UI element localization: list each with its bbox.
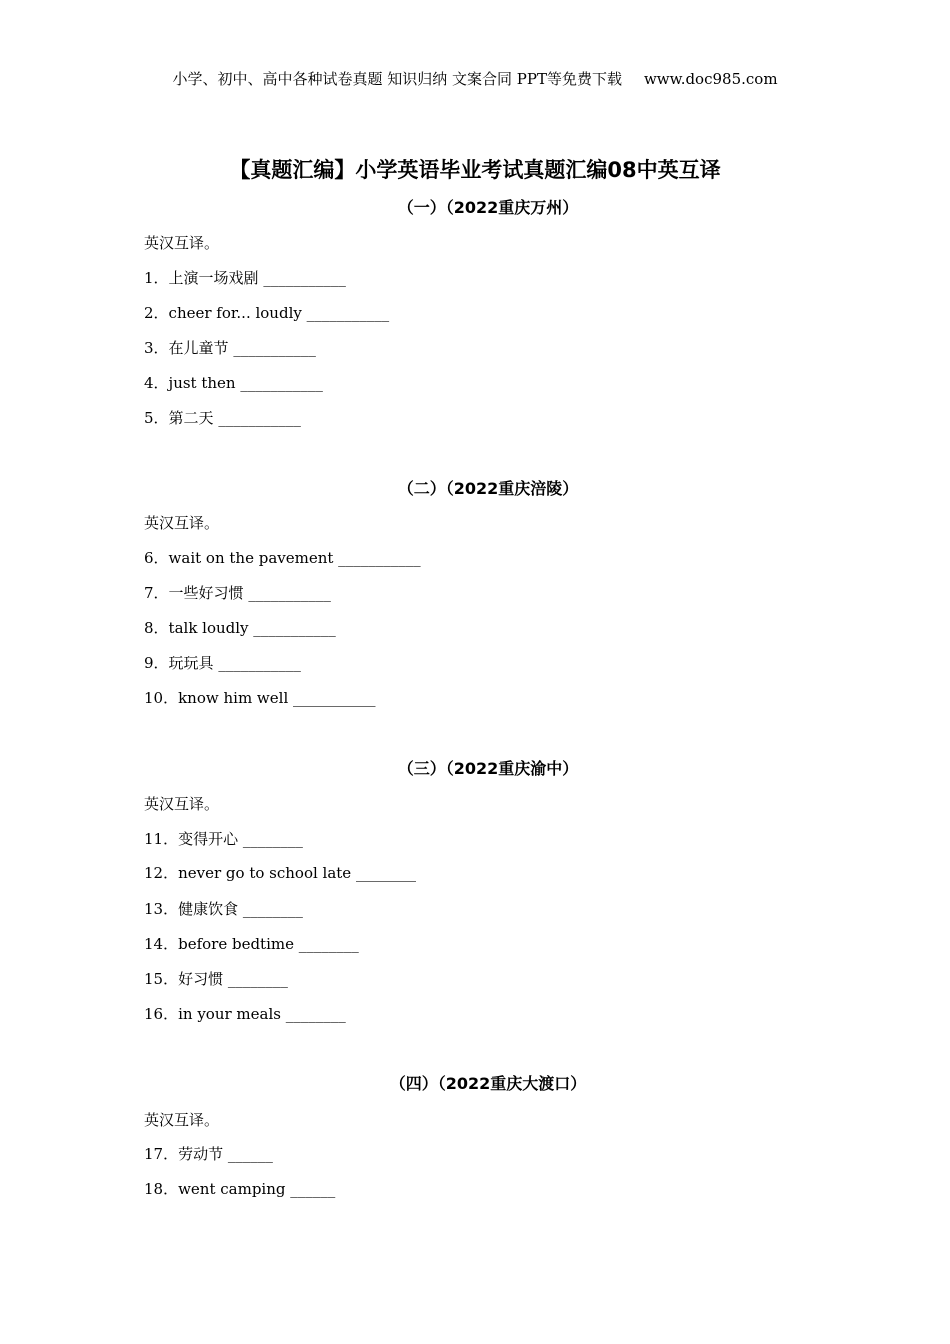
question-number: 15．	[144, 970, 179, 988]
question-number: 1．	[144, 269, 169, 287]
question-number: 13．	[144, 900, 179, 918]
question-item	[144, 898, 303, 919]
document-title: 【真题汇编】小学英语毕业考试真题汇编08中英互译	[229, 158, 721, 182]
question-text: before bedtime ________	[178, 935, 359, 953]
question-item	[144, 1143, 273, 1164]
question-text: talk loudly ___________	[168, 619, 336, 637]
question-number: 6．	[144, 549, 169, 567]
page-header	[0, 68, 950, 89]
question-number: 3．	[144, 339, 169, 357]
question-text: 一些好习惯 ___________	[168, 584, 331, 602]
question-number: 2．	[144, 304, 169, 322]
section-heading: （四）（2022重庆大渡口）	[389, 1074, 587, 1093]
question-item	[144, 617, 336, 638]
question-text: 玩玩具 ___________	[168, 654, 301, 672]
header-text: 小学、初中、高中各种试卷真题 知识归纳 文案合同 PPT等免费下载	[172, 70, 622, 88]
section-instruction: 英汉互译。	[144, 514, 220, 532]
question-number: 5．	[144, 409, 169, 427]
question-number: 17．	[144, 1145, 179, 1163]
question-item	[144, 372, 323, 393]
section-heading: （三）（2022重庆渝中）	[397, 759, 579, 778]
header-site-url[interactable]: www.doc985.com	[643, 70, 778, 88]
question-number: 16．	[144, 1005, 179, 1023]
question-text: 第二天 ___________	[168, 409, 301, 427]
question-item	[144, 582, 331, 603]
question-text: cheer for... loudly ___________	[168, 304, 390, 322]
question-text: in your meals ________	[178, 1005, 346, 1023]
section-instruction: 英汉互译。	[144, 234, 220, 252]
question-number: 4．	[144, 374, 169, 392]
question-number: 18．	[144, 1180, 179, 1198]
section-instruction: 英汉互译。	[144, 1111, 220, 1129]
question-item	[144, 337, 316, 358]
question-text: 上演一场戏剧 ___________	[168, 269, 346, 287]
question-text: 劳动节 ______	[178, 1145, 273, 1163]
question-item	[144, 862, 416, 883]
question-item	[144, 652, 301, 673]
question-item	[144, 302, 389, 323]
question-number: 7．	[144, 584, 169, 602]
question-item	[144, 267, 346, 288]
section-heading: （一）（2022重庆万州）	[397, 198, 579, 217]
question-text: 在儿童节 ___________	[168, 339, 316, 357]
question-item	[144, 968, 288, 989]
question-text: 好习惯 ________	[178, 970, 288, 988]
question-number: 10．	[144, 689, 179, 707]
question-item	[144, 687, 376, 708]
question-text: just then ___________	[168, 374, 323, 392]
question-item	[144, 407, 301, 428]
question-number: 14．	[144, 935, 179, 953]
question-item	[144, 1178, 335, 1199]
question-number: 9．	[144, 654, 169, 672]
question-text: went camping ______	[178, 1180, 336, 1198]
question-text: never go to school late ________	[178, 864, 416, 882]
question-number: 8．	[144, 619, 169, 637]
question-number: 11．	[144, 830, 179, 848]
question-item	[144, 547, 421, 568]
section-instruction: 英汉互译。	[144, 795, 220, 813]
question-text: wait on the pavement ___________	[168, 549, 421, 567]
question-number: 12．	[144, 864, 179, 882]
question-item	[144, 933, 359, 954]
question-text: 变得开心 ________	[178, 830, 303, 848]
section-heading: （二）（2022重庆涪陵）	[397, 479, 579, 498]
question-text: know him well ___________	[178, 689, 376, 707]
question-item	[144, 828, 303, 849]
question-text: 健康饮食 ________	[178, 900, 303, 918]
question-item	[144, 1003, 346, 1024]
